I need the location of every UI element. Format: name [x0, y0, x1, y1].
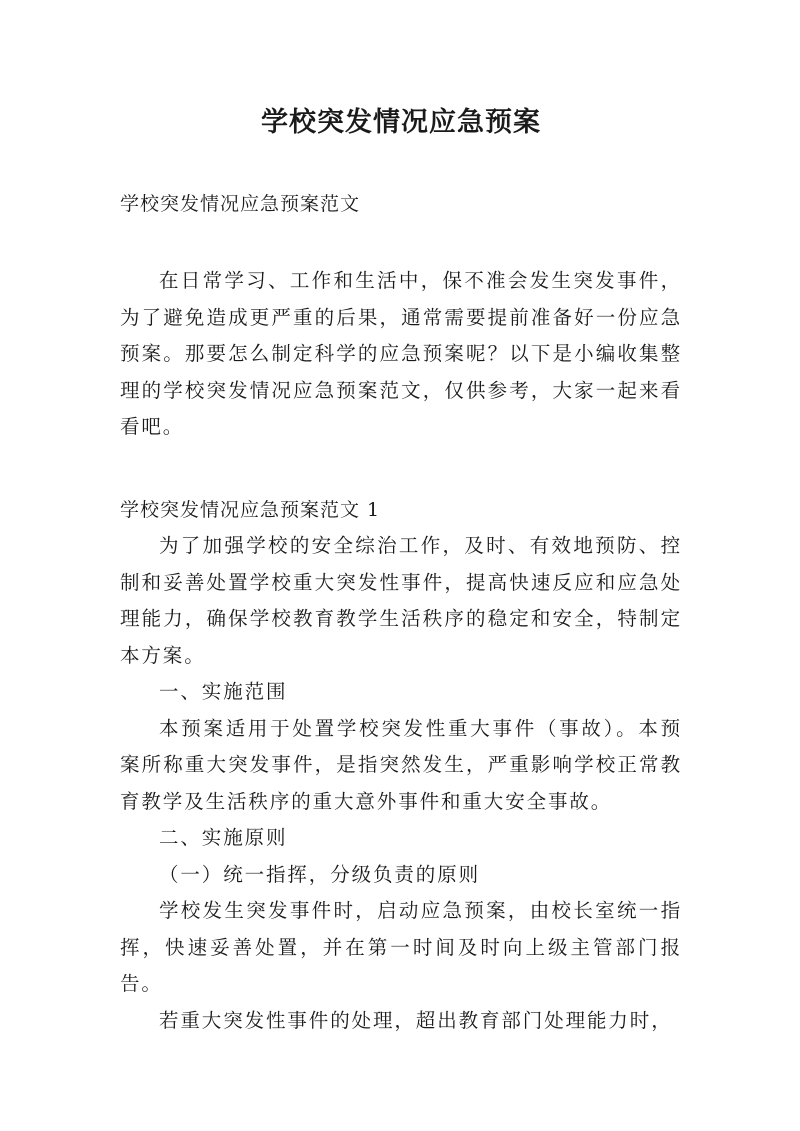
- body-paragraph: 为了加强学校的安全综治工作，及时、有效地预防、控制和妥善处置学校重大突发性事件，提高快速反应和应急处理能力，确保学校教育教学生活秩序的稳定和安全，特制定本方案。: [120, 534, 682, 667]
- subheading-scope: 一、实施范围: [159, 680, 288, 703]
- body-paragraph: 若重大突发性事件的处理，超出教育部门处理能力时，: [159, 1008, 673, 1032]
- subheading-principle-1: （一）统一指挥，分级负责的原则: [159, 862, 481, 886]
- document-title: 学校突发情况应急预案: [261, 107, 541, 138]
- intro-paragraph: 在日常学习、工作和生活中，保不准会发生突发事件，为了避免造成更严重的后果，通常需要提前准备好一份应急预案。那要怎么制定科学的应急预案呢？以下是小编收集整理的学校突发情况应急预案范文，仅供参考，大家一起来看看吧。: [120, 269, 682, 438]
- body-paragraph: 学校发生突发事件时，启动应急预案，由校长室统一指挥，快速妥善处置，并在第一时间及时向上级主管部门报告。: [120, 899, 682, 995]
- subheading-principles: 二、实施原则: [159, 826, 288, 849]
- body-paragraph: 本预案适用于处置学校突发性重大事件（事故）。本预案所称重大突发事件，是指突然发生，严重影响学校正常教育教学及生活秩序的重大意外事件和重大安全事故。: [120, 716, 682, 813]
- document-subtitle: 学校突发情况应急预案范文: [120, 193, 361, 215]
- section-heading: 学校突发情况应急预案范文 1: [120, 498, 381, 521]
